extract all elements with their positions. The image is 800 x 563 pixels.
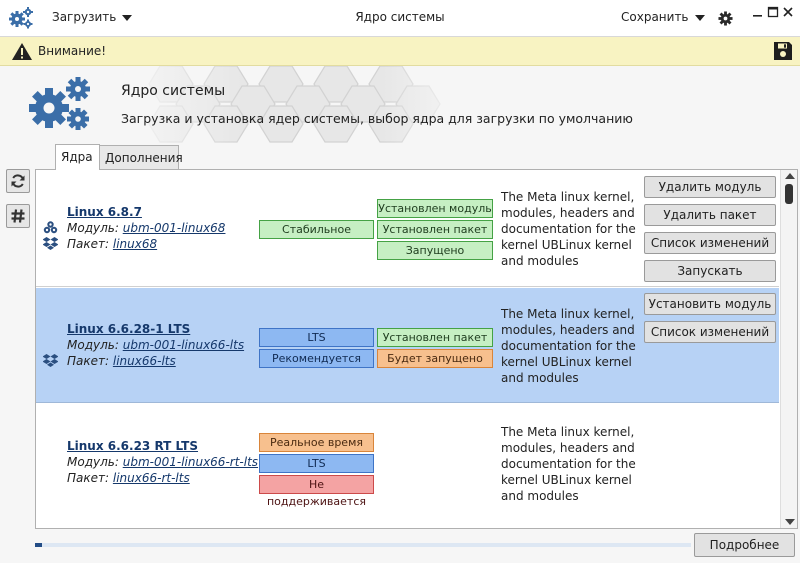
hash-button[interactable]: [6, 204, 30, 228]
kernel-name-link[interactable]: Linux 6.6.23 RT LTS: [67, 439, 199, 453]
changelog-button[interactable]: Список изменений: [644, 232, 776, 254]
package-link[interactable]: linux68: [112, 237, 158, 251]
remove-package-button[interactable]: Удалить пакет: [644, 204, 776, 226]
package-link[interactable]: linux66-lts: [112, 354, 176, 368]
header-banner: [0, 66, 800, 144]
app-gears-icon: [8, 6, 34, 30]
maximize-icon[interactable]: [767, 6, 779, 18]
kernel-description: The Meta linux kernel, modules, headers and documentation for the kernel UBLinux kernel and modules: [501, 190, 636, 268]
module-label: Модуль:: [67, 221, 119, 235]
package-icon: [43, 354, 58, 367]
save-disk-icon[interactable]: [772, 40, 794, 62]
kernel-name-link[interactable]: Linux 6.6.28-1 LTS: [67, 322, 191, 336]
module-link[interactable]: ubm-001-linux66-rt-lts: [122, 455, 259, 469]
scroll-down-icon[interactable]: [785, 519, 795, 525]
load-menu-label: Загрузить: [52, 10, 117, 24]
kernel-gears-icon: [26, 74, 94, 134]
module-link[interactable]: ubm-001-linux68: [122, 221, 226, 235]
module-label: Модуль:: [67, 455, 119, 469]
status-badge: Установлен модуль: [377, 199, 493, 218]
status-badge: Не поддерживается: [259, 475, 374, 494]
window-title: Ядро системы: [355, 10, 445, 24]
module-link[interactable]: ubm-001-linux66-lts: [122, 338, 245, 352]
package-label: Пакет:: [67, 471, 110, 485]
status-badge: Стабильное: [259, 220, 374, 239]
kernel-module-line: [67, 338, 244, 352]
close-icon[interactable]: [782, 6, 794, 18]
kernel-description: The Meta linux kernel, modules, headers and documentation for the kernel UBLinux kernel and modules: [501, 425, 636, 503]
install-module-button[interactable]: Установить модуль: [644, 293, 776, 315]
progress-bar: [35, 543, 691, 547]
hash-icon: [10, 208, 26, 224]
list-scrollbar[interactable]: [780, 170, 798, 528]
kernel-list: [35, 169, 798, 529]
status-badge: Установлен пакет: [377, 220, 493, 239]
gear-icon[interactable]: [718, 11, 733, 26]
scroll-up-icon[interactable]: [785, 173, 795, 179]
package-label: Пакет:: [67, 354, 110, 368]
launch-button[interactable]: Запускать: [644, 260, 776, 282]
refresh-button[interactable]: [6, 169, 30, 193]
warning-text: Внимание!: [38, 44, 107, 58]
load-menu-button[interactable]: [52, 10, 132, 24]
status-badge: LTS: [259, 454, 374, 473]
kernel-description: The Meta linux kernel, modules, headers and documentation for the kernel UBLinux kernel and modules: [501, 307, 636, 385]
kernel-package-line: [67, 471, 190, 485]
changelog-button[interactable]: Список изменений: [644, 321, 776, 343]
chevron-down-icon: [695, 15, 705, 21]
status-badge: Рекомендуется: [259, 349, 374, 368]
hexagon-background: [120, 66, 470, 144]
kernel-row[interactable]: [36, 170, 779, 287]
kernel-package-line: [67, 354, 176, 368]
save-menu-button[interactable]: [621, 10, 705, 24]
tab-addons[interactable]: [99, 145, 183, 169]
titlebar: [0, 0, 800, 37]
kernel-module-line: [67, 455, 258, 469]
status-badge: LTS: [259, 328, 374, 347]
module-icon: [43, 221, 58, 234]
status-badge: Установлен пакет: [377, 328, 493, 347]
tab-kernels-label: Ядра: [61, 150, 93, 164]
details-button[interactable]: Подробнее: [694, 533, 795, 557]
kernel-name-link[interactable]: Linux 6.8.7: [67, 205, 142, 219]
warning-icon: [11, 42, 33, 61]
chevron-down-icon: [122, 15, 132, 21]
kernel-row-selected[interactable]: [36, 288, 779, 403]
kernel-module-line: [67, 221, 225, 235]
page-title: Ядро системы: [121, 83, 226, 99]
kernel-row[interactable]: [36, 405, 779, 525]
package-icon: [43, 237, 58, 250]
scroll-thumb[interactable]: [785, 184, 793, 204]
remove-module-button[interactable]: Удалить модуль: [644, 176, 776, 198]
module-label: Модуль:: [67, 338, 119, 352]
status-badge: Запущено: [377, 241, 493, 260]
status-badge: Реальное время: [259, 433, 374, 452]
tab-addons-label: Дополнения: [105, 151, 183, 165]
minimize-icon[interactable]: [752, 6, 764, 18]
tab-kernels[interactable]: [55, 144, 100, 170]
progress-fill: [35, 543, 42, 547]
warning-bar: [0, 37, 800, 66]
refresh-icon: [10, 173, 26, 189]
status-badge: Будет запущено: [377, 349, 493, 368]
page-subtitle: Загрузка и установка ядер системы, выбор ядра для загрузки по умолчанию: [121, 111, 633, 126]
package-link[interactable]: linux66-rt-lts: [112, 471, 190, 485]
kernel-package-line: [67, 237, 157, 251]
package-label: Пакет:: [67, 237, 110, 251]
save-menu-label: Сохранить: [621, 10, 689, 24]
